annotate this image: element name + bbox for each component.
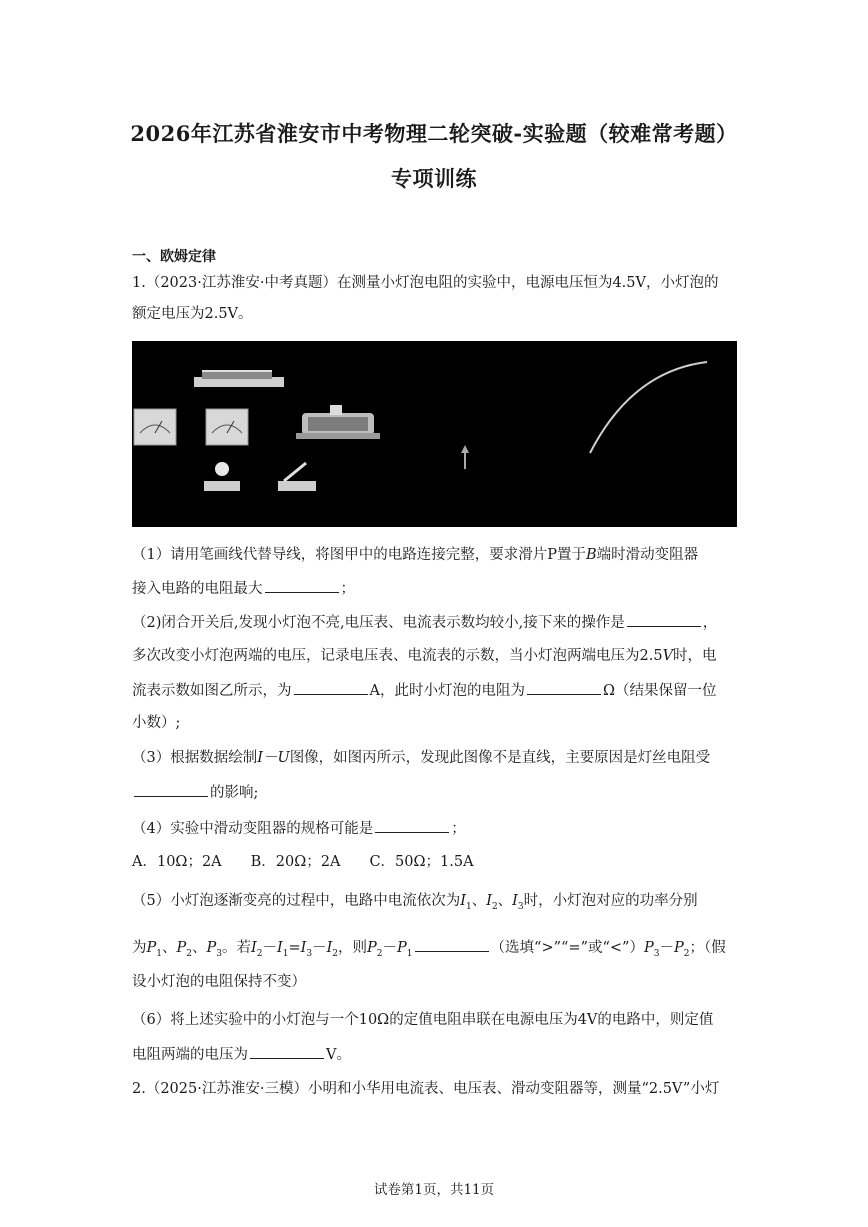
answer-blank[interactable] [294,680,368,695]
answer-blank[interactable] [375,818,449,833]
section-heading: 一、欧姆定律 [132,249,216,265]
iu-curve [590,362,707,453]
answer-blank[interactable] [627,612,701,627]
q2-stem-line1: 2.（2025·江苏淮安·三模）小明和小华用电流表、电压表、滑动变阻器等，测量“2.5V”小灯 [132,1081,720,1097]
sliding-rheostat-icon [296,405,380,439]
answer-blank[interactable] [265,578,339,593]
q1-part2-line2: 多次改变小灯泡两端的电压，记录电压表、电流表的示数，当小灯泡两端电压为2.5V时，电 [132,648,717,664]
meter-icon [206,409,248,445]
q1-part6-line1: （6）将上述实验中的小灯泡与一个10Ω的定值电阻串联在电源电压为4V的电路中，则定值 [132,1012,714,1028]
q1-part4-options: A．10Ω；2A B．20Ω；2A C．50Ω；1.5A [132,854,474,870]
arrow-icon [461,445,469,469]
switch-icon [278,463,316,491]
figure-drawing [132,341,737,527]
q1-part5-line3: 设小灯泡的电阻保持不变） [132,974,306,990]
answer-blank[interactable] [134,782,208,797]
answer-blank[interactable] [527,680,601,695]
doc-title-line1: 2026年江苏省淮安市中考物理二轮突破-实验题（较难常考题） [130,121,738,146]
q1-part2-line3: 流表示数如图乙所示，为 A，此时小灯泡的电阻为 Ω（结果保留一位 [132,680,717,701]
q1-stem-line1: 1.（2023·江苏淮安·中考真题）在测量小灯泡电阻的实验中，电源电压恒为4.5V，小灯泡的 [132,275,719,291]
experiment-figure [132,341,737,527]
q1-part3-line2: 的影响; [132,782,258,803]
answer-blank[interactable] [250,1044,324,1059]
page-footer: 试卷第1页，共11页 [373,1182,495,1198]
q1-part5-line1: （5）小灯泡逐渐变亮的过程中，电路中电流依次为$I_1$、$I_2$、$I_3$时，小灯泡对应的功率分别 [132,893,698,912]
q1-stem-line2: 额定电压为2.5V。 [132,306,253,322]
q1-part5-line2: 为$P_1$、$P_2$、$P_3$。若$I_2-I_1=I_3-I_2$，则$P_2-P_1$ （选填“>”“=”或“$<”)P_3-P_2$；（假 [132,937,726,964]
meter-icon [134,409,176,445]
answer-blank[interactable] [415,937,489,952]
q1-part3-line1: （3）根据数据绘制I－U图像，如图丙所示，发现此图像不是直线，主要原因是灯丝电阻受 [132,750,711,766]
rheostat-icon [194,371,284,387]
q1-part6-line2: 电阻两端的电压为 V。 [132,1044,351,1065]
q1-part2-line4: 小数）; [132,715,181,731]
q1-part1-line1: （1）请用笔画线代替导线，将图甲中的电路连接完整，要求滑片P置于B端时滑动变阻器 [132,547,699,563]
bulb-icon [204,462,240,491]
doc-title-line2: 专项训练 [391,166,477,191]
q1-part2-line1: （2)闭合开关后,发现小灯泡不亮,电压表、电流表示数均较小,接下来的操作是 ， [132,612,717,633]
q1-part4: （4）实验中滑动变阻器的规格可能是 ； [132,818,466,839]
q1-part1-line2: 接入电路的电阻最大 ； [132,578,355,599]
